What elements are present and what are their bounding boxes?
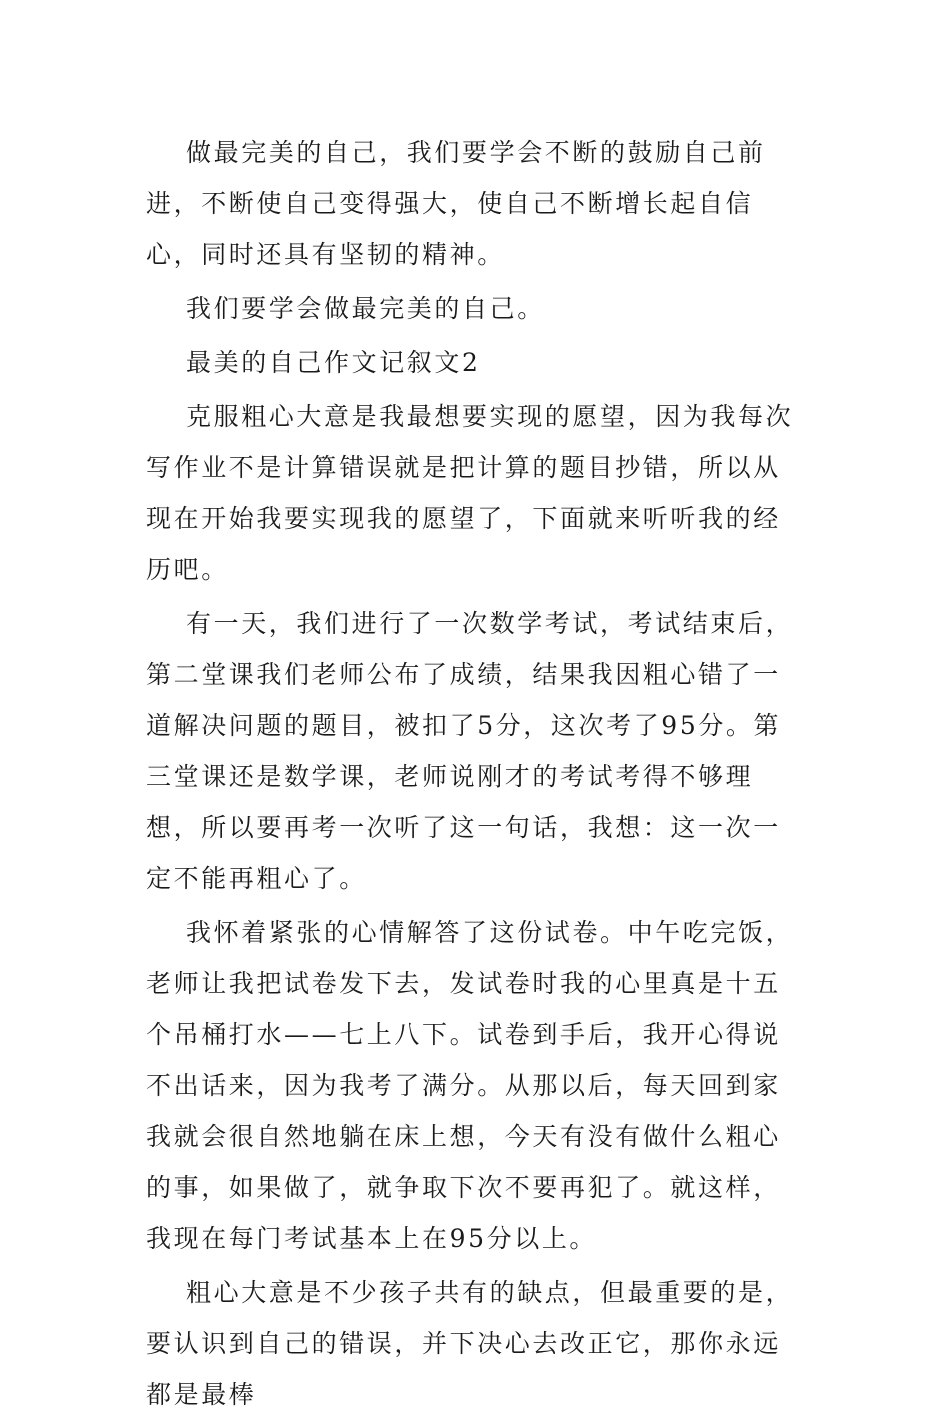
essay-heading: 最美的自己作文记叙文2: [186, 348, 481, 377]
document-body: [146, 127, 808, 1423]
paragraph-intro: 做最完美的自己，我们要学会不断的鼓励自己前进，不断使自己变得强大，使自己不断增长起自信心，同时还具有坚韧的精神。: [146, 138, 766, 269]
paragraph-wish: 克服粗心大意是我最想要实现的愿望，因为我每次写作业不是计算错误就是把计算的题目抄错，所以从现在开始我要实现我的愿望了，下面就来听听我的经历吧。: [146, 402, 794, 584]
paragraph-lesson: 粗心大意是不少孩子共有的缺点，但最重要的是，要认识到自己的错误，并下决心去改正它，那你永远都是最棒: [146, 1278, 794, 1409]
paragraph-conclusion: 我们要学会做最完美的自己。: [186, 294, 545, 323]
paragraph-exam: 有一天，我们进行了一次数学考试，考试结束后，第二堂课我们老师公布了成绩，结果我因粗心错了一道解决问题的题目，被扣了5分，这次考了95分。第三堂课还是数学课，老师说刚才的考试考得不够理想，所以要再考一次听了这一句话，我想：这一次一定不能再粗心了。: [146, 609, 794, 893]
paragraph-result: 我怀着紧张的心情解答了这份试卷。中午吃完饭，老师让我把试卷发下去，发试卷时我的心里真是十五个吊桶打水——七上八下。试卷到手后，我开心得说不出话来，因为我考了满分。从那以后，每天回到家我就会很自然地躺在床上想，今天有没有做什么粗心的事，如果做了，就争取下次不要再犯了。就这样，我现在每门考试基本上在95分以上。: [146, 918, 794, 1253]
